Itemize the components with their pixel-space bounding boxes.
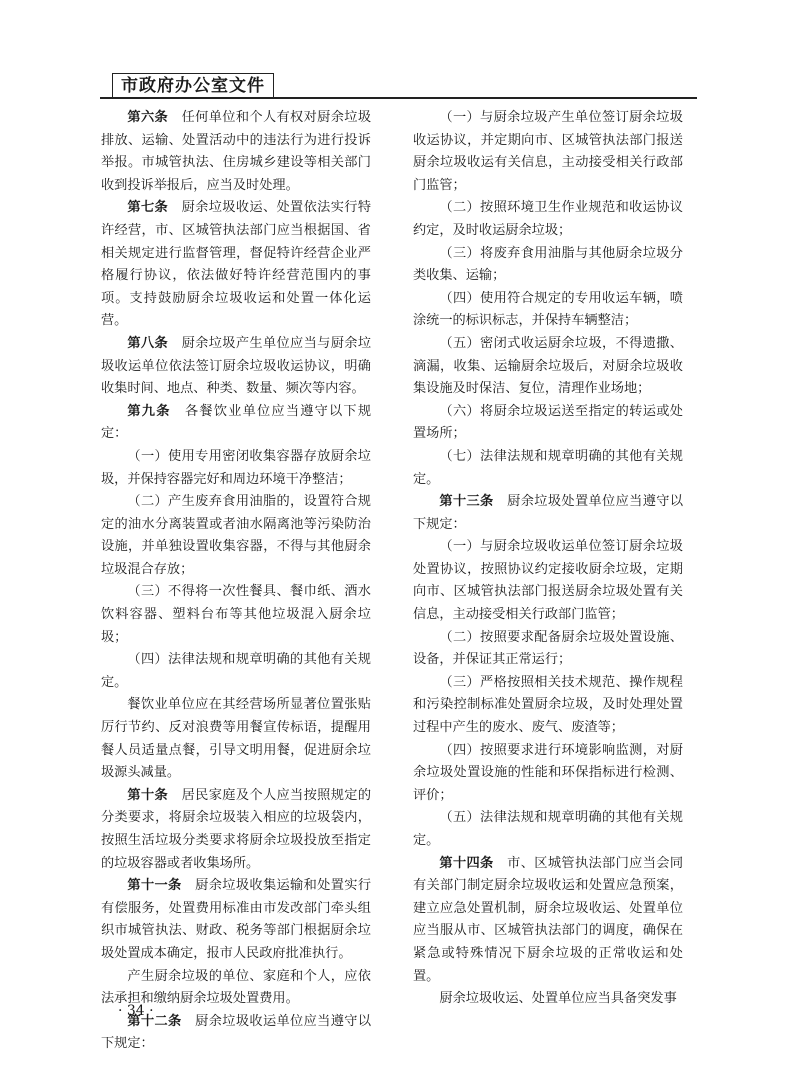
article-number: 第六条 bbox=[127, 110, 169, 125]
paragraph bbox=[101, 446, 371, 491]
header-title: 市政府办公室文件 bbox=[112, 73, 274, 99]
paragraph-text: （三）将废弃食用油脂与其他厨余垃圾分类收集、运输； bbox=[413, 245, 683, 284]
paragraph bbox=[101, 581, 371, 649]
paragraph bbox=[413, 243, 683, 288]
right-column bbox=[413, 107, 683, 1011]
paragraph-text: （六）将厨余垃圾运送至指定的转运或处置场所； bbox=[413, 403, 683, 442]
paragraph-text: 各餐饮业单位应当遵守以下规定： bbox=[101, 403, 372, 442]
paragraph bbox=[413, 807, 683, 852]
paragraph bbox=[413, 536, 683, 626]
paragraph-text: （二）按照要求配备厨余垃圾处置设施、设备，并保证其正常运行； bbox=[413, 629, 683, 668]
paragraph-text: 厨余垃圾收运单位应当遵守以下规定： bbox=[101, 1013, 372, 1052]
paragraph-text: （一）使用专用密闭收集容器存放厨余垃圾，并保持容器完好和周边环境干净整洁； bbox=[101, 448, 371, 487]
paragraph bbox=[101, 491, 371, 581]
article-number: 第十二条 bbox=[127, 1013, 182, 1029]
paragraph-text: （二）产生废弃食用油脂的，设置符合规定的油水分离装置或者油水隔离池等污染防治设施，并单独设置收集容器，不得与其他厨余垃圾混合存放； bbox=[101, 494, 371, 577]
paragraph-text: （五）密闭式收运厨余垃圾，不得遗撒、滴漏，收集、运输厨余垃圾后，对厨余垃圾收集设施及时保洁、复位，清理作业场地； bbox=[413, 335, 683, 397]
paragraph-text: （三）严格按照相关技术规范、操作规程和污染控制标准处置厨余垃圾，及时处理处置过程中产生的废水、废气、废渣等； bbox=[413, 674, 683, 736]
paragraph bbox=[413, 197, 683, 242]
paragraph-text: （四）按照要求进行环境影响监测，对厨余垃圾处置设施的性能和环保指标进行检测、评价； bbox=[413, 742, 683, 803]
document-header bbox=[100, 73, 697, 101]
paragraph bbox=[413, 401, 683, 446]
paragraph bbox=[413, 627, 683, 672]
article-number: 第九条 bbox=[127, 403, 171, 419]
paragraph bbox=[101, 649, 371, 694]
left-column bbox=[101, 107, 371, 1056]
article-number: 第十四条 bbox=[439, 855, 494, 871]
paragraph bbox=[101, 694, 371, 784]
paragraph-text: （七）法律法规和规章明确的其他有关规定。 bbox=[413, 448, 683, 487]
paragraph-text: 厨余垃圾收集运输和处置实行有偿服务，处置费用标准由市发改部门牵头组织市城管执法、财政、税务等部门根据厨余垃圾处置成本确定，报市人民政府批准执行。 bbox=[101, 878, 372, 961]
paragraph-text: （三）不得将一次性餐具、餐巾纸、酒水饮料容器、塑料台布等其他垃圾混入厨余垃圾； bbox=[101, 584, 371, 645]
paragraph bbox=[413, 672, 683, 740]
paragraph bbox=[101, 401, 371, 446]
article-number: 第十一条 bbox=[127, 878, 182, 894]
paragraph-text: 厨余垃圾收运、处置依法实行特许经营，市、区城管执法部门应当根据国、省相关规定进行监督管理，督促特许经营企业严格履行协议，依法做好特许经营范围内的事项。支持鼓励厨余垃圾收运和处置一体化运营。 bbox=[101, 200, 372, 329]
paragraph-text: （一）与厨余垃圾产生单位签订厨余垃圾收运协议，并定期向市、区城管执法部门报送厨余垃圾收运有关信息，主动接受相关行政部门监管； bbox=[413, 110, 683, 193]
paragraph-text: （四）法律法规和规章明确的其他有关规定。 bbox=[101, 652, 371, 690]
paragraph bbox=[413, 288, 683, 333]
paragraph-text: 市、区城管执法部门应当会同有关部门制定厨余垃圾收运和处置应急预案，建立应急处置机制，厨余垃圾收运、处置单位应当服从市、区城管执法部门的调度，确保在紧急或特殊情况下厨余垃圾的正常收运和处置。 bbox=[413, 855, 684, 984]
paragraph-text: 厨余垃圾产生单位应当与厨余垃圾收运单位依法签订厨余垃圾收运协议，明确收集时间、地点、种类、数量、频次等内容。 bbox=[101, 335, 372, 397]
paragraph-text: （一）与厨余垃圾收运单位签订厨余垃圾处置协议，按照协议约定接收厨余垃圾，定期向市、区城管执法部门报送厨余垃圾处置有关信息，主动接受相关行政部门监管； bbox=[413, 539, 683, 623]
paragraph bbox=[101, 107, 371, 197]
paragraph bbox=[413, 491, 683, 536]
paragraph bbox=[101, 333, 371, 401]
paragraph bbox=[413, 988, 683, 1011]
paragraph-text: 产生厨余垃圾的单位、家庭和个人，应依法承担和缴纳厨余垃圾处置费用。 bbox=[101, 968, 371, 1007]
page-number: · 34 · bbox=[118, 1003, 154, 1019]
paragraph bbox=[413, 740, 683, 808]
paragraph bbox=[413, 446, 683, 491]
article-number: 第十三条 bbox=[439, 494, 494, 510]
article-number: 第七条 bbox=[127, 200, 169, 216]
paragraph-text: 任何单位和个人有权对厨余垃圾排放、运输、处置活动中的违法行为进行投诉举报。市城管执法、住房城乡建设等相关部门收到投诉举报后，应当及时处理。 bbox=[101, 110, 372, 193]
article-number: 第十条 bbox=[127, 787, 169, 803]
paragraph-text: 厨余垃圾处置单位应当遵守以下规定： bbox=[413, 494, 684, 532]
paragraph bbox=[413, 853, 683, 989]
article-number: 第八条 bbox=[127, 335, 169, 351]
paragraph-text: （二）按照环境卫生作业规范和收运协议约定，及时收运厨余垃圾； bbox=[413, 200, 683, 238]
paragraph-text: 餐饮业单位应在其经营场所显著位置张贴厉行节约、反对浪费等用餐宣传标语，提醒用餐人员适量点餐，引导文明用餐，促进厨余垃圾源头减量。 bbox=[101, 697, 371, 781]
paragraph bbox=[101, 197, 371, 333]
paragraph bbox=[413, 107, 683, 197]
paragraph-text: 厨余垃圾收运、处置单位应当具备突发事 bbox=[439, 991, 677, 1007]
paragraph-text: （五）法律法规和规章明确的其他有关规定。 bbox=[413, 810, 683, 848]
paragraph bbox=[101, 875, 371, 965]
paragraph bbox=[101, 785, 371, 875]
paragraph bbox=[413, 333, 683, 401]
paragraph-text: 居民家庭及个人应当按照规定的分类要求，将厨余垃圾装入相应的垃圾袋内，按照生活垃圾分类要求将厨余垃圾投放至指定的垃圾容器或者收集场所。 bbox=[101, 787, 372, 871]
header-rule bbox=[100, 97, 697, 99]
paragraph-text: （四）使用符合规定的专用收运车辆，喷涂统一的标识标志，并保持车辆整洁； bbox=[413, 290, 683, 329]
